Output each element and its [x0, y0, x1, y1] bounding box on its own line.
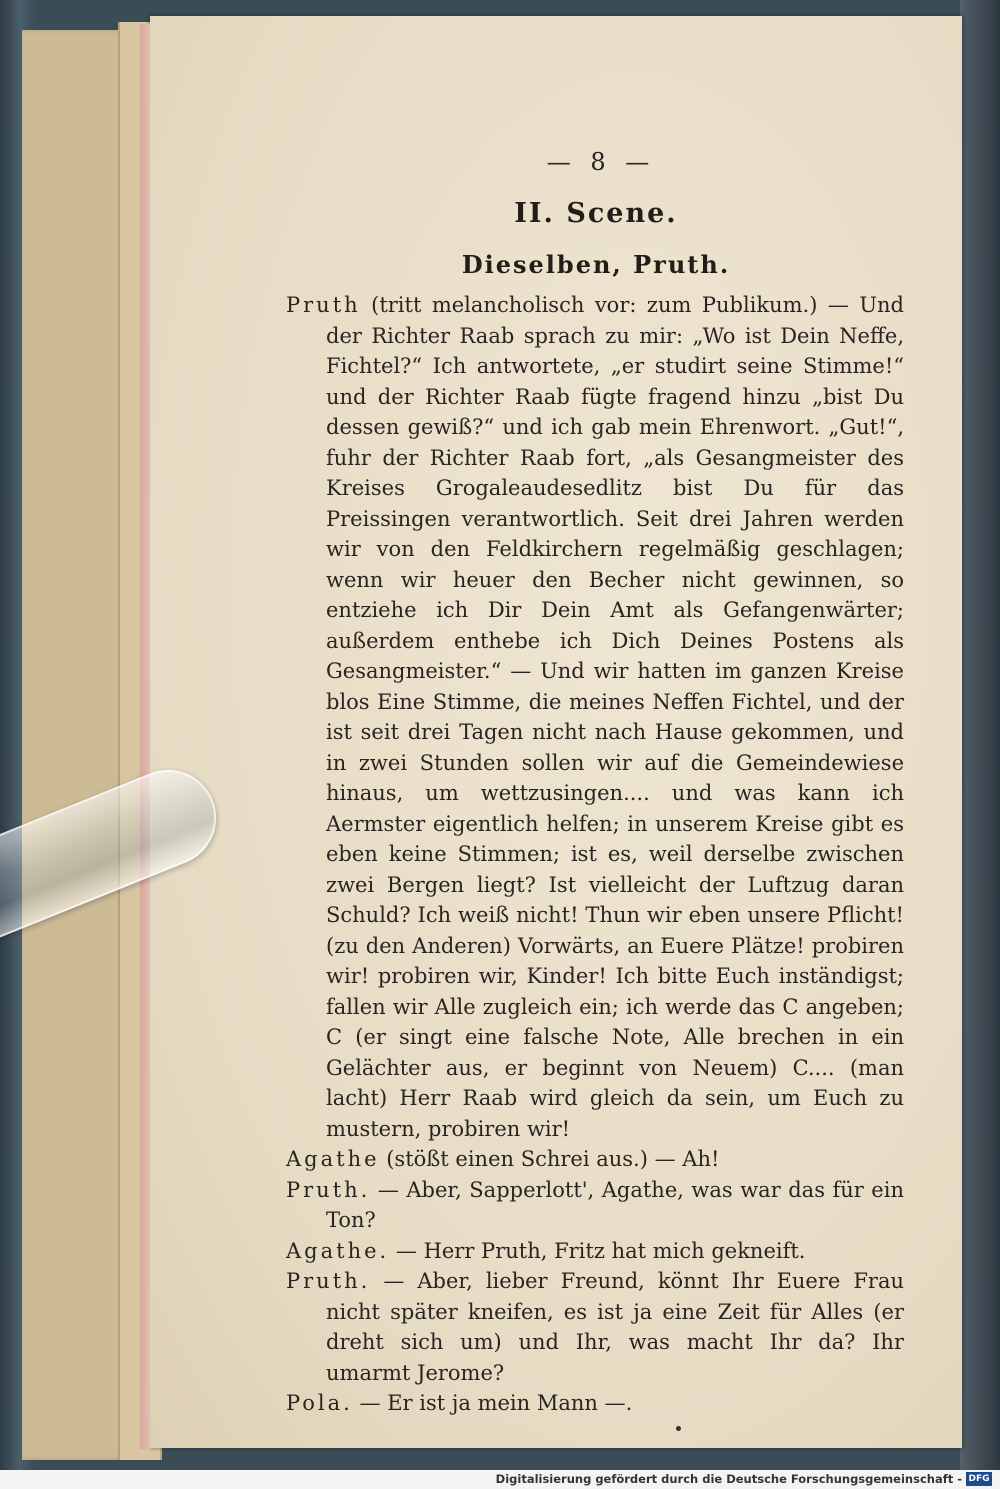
speaker-name: Pruth: [286, 293, 361, 317]
dialogue-text: — Er ist ja mein Mann —.: [359, 1391, 633, 1415]
dialogue-text: — Aber, Sapperlott', Agathe, was war das für ein Ton?: [326, 1177, 904, 1232]
dialogue-paragraph: [286, 1144, 904, 1175]
speaker-name: Pruth.: [286, 1177, 371, 1202]
dialogue-text: — Aber, lieber Freund, könnt Ihr Euere Frau nicht später kneifen, es ist ja eine Zeit für Alles (er dreht sich um) und Ihr, was macht Ihr da? Ihr umarmt Jerome?: [326, 1269, 904, 1385]
dialogue-paragraph: [286, 290, 904, 1144]
dialogue-paragraph: [286, 1236, 904, 1267]
dialogue-text: (tritt melancholisch vor: zum Publikum.) — Und der Richter Raab sprach zu mir: „Wo ist Dein Neffe, Fichtel?“ Ich antwortete, „er studirt seine Stimme!“ und der Richter Raab fügte fragend hinzu „bist Du dessen gewiß?“ und ich gab mein Ehrenwort. „Gut!“, fuhr der Richter Raab fort, „als Gesangmeister des Kreises Grogaleaudesedlitz bist Du für das Preissingen verantwortlich. Seit drei Jahren werden wir von den Feldkirchern regelmäßig geschlagen; wenn wir heuer den Becher nicht gewinnen, so entziehe ich Dir Dein Amt als Gefangenwärter; außerdem enthebe ich Dich Deines Postens als Gesangmeister.“ — Und wir hatten im ganzen Kreise blos Eine Stimme, die meines Neffen Fichtel, und der ist seit drei Tagen nicht nach Hause gekommen, und in zwei Stunden sollen wir auf die Gemeindewiese hinaus, um wettzusingen.... und was kann ich Aermster eigentlich helfen; in unserem Kreise gibt es eben keine Stimmen; ist es, weil derselbe zwischen zwei Bergen liegt? Ist vielleicht der Luftzug daran Schuld? Ich weiß nicht! Thun wir eben unsere Pflicht! (zu den Anderen) Vorwärts, an Euere Plätze! probiren wir! probiren wir, Kinder! Ich bitte Euch inständigst; fallen wir Alle zugleich ein; ich werde das C angeben; C (er singt eine falsche Note, Alle brechen in ein Gelächter aus, er beginnt von Neuem) C.... (man lacht) Herr Raab wird gleich da sein, um Euch zu mustern, probiren wir!: [326, 293, 904, 1141]
scene-heading: II. Scene.: [514, 198, 678, 229]
dialogue-paragraph: [286, 1388, 904, 1419]
speaker-name: Agathe: [286, 1147, 380, 1171]
dfg-logo-icon: DFG: [966, 1472, 992, 1486]
page-edge-color: [140, 24, 150, 1449]
print-speck: [676, 1426, 681, 1431]
dialogue-paragraph: [286, 1175, 904, 1236]
page-body: [286, 290, 904, 1419]
funding-credit: Digitalisierung gefördert durch die Deutsche Forschungsgemeinschaft -: [495, 1472, 962, 1486]
page-number: — 8 —: [546, 148, 656, 176]
dialogue-text: — Herr Pruth, Fritz hat mich gekneift.: [395, 1238, 806, 1263]
speaker-name: Agathe.: [286, 1238, 390, 1263]
dialogue-text: (stößt einen Schrei aus.) — Ah!: [386, 1147, 720, 1171]
speaker-name: Pruth.: [286, 1269, 371, 1293]
speaker-name: Pola.: [286, 1391, 353, 1415]
dialogue-paragraph: [286, 1266, 904, 1388]
scene-subheading: Dieselben, Pruth.: [461, 250, 731, 279]
